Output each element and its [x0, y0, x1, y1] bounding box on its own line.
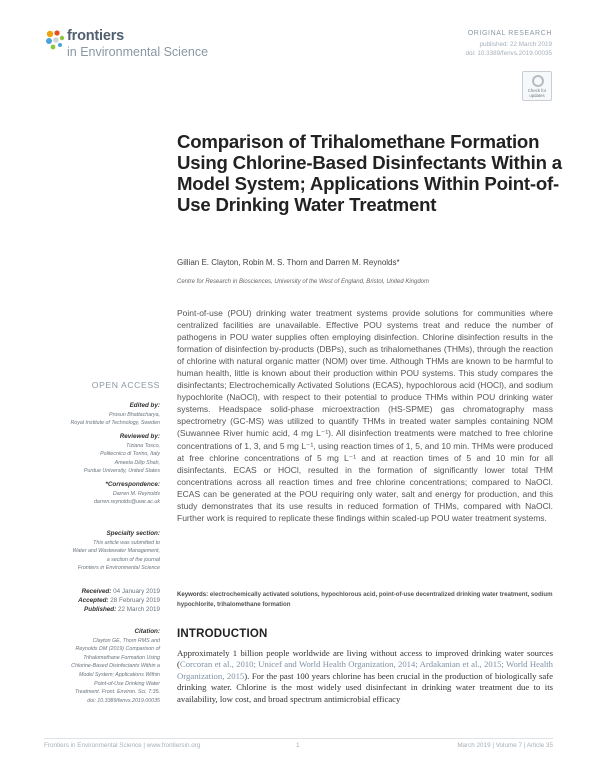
published-value: 22 March 2019 [117, 606, 160, 613]
author-list: Gillian E. Clayton, Robin M. S. Thorn and Darren M. Reynolds* [177, 258, 400, 267]
reviewer-affiliation: Purdue University, United States [83, 468, 160, 475]
publisher-name: frontiers [67, 28, 125, 44]
citation-doi-link[interactable]: doi: 10.3389/fenvs.2019.00035 [87, 697, 160, 704]
frontiers-logo-icon [44, 29, 66, 51]
journal-logo [44, 27, 224, 63]
intro-citation-link[interactable]: Corcoran et al., 2010; Unicef and World Health Organization, 2014; Ardakanian et al., 2015; World Health Organization, 2015 [177, 659, 553, 681]
article-title: Comparison of Trihalomethane Formation Using Chlorine-Based Disinfectants Within a Model System; Applications Within Point-of-Use Drinking Water Treatment [177, 131, 562, 215]
published-date: published: 22 March 2019 [479, 41, 552, 48]
citation-line: Reynolds DM (2019) Comparison of [75, 646, 160, 653]
edited-by [30, 402, 160, 428]
doi-link[interactable]: doi: 10.3389/fenvs.2019.00035 [465, 50, 552, 57]
keywords [177, 590, 553, 610]
accepted-label: Accepted: [78, 597, 109, 604]
citation-line: Model System; Applications Within [78, 671, 160, 678]
intro-text-start: Approximately 1 billion people worldwide are living without access to improved drinking water sources ( [177, 648, 553, 670]
accepted-value: 28 February 2019 [110, 597, 160, 604]
abstract: Point-of-use (POU) drinking water treatment systems provide solutions for communities where centralized facilities are unavailable. Effective POU systems treat and reduce the number of pathogens in POU water supplies often employing disinfection. Chlorine disinfection results in the formation of disinfection by-products (DBPs), such as trihalomethanes (THMs), through the reaction of chlorine with natural organic matter (NOM) over time. Although THMs are known to be harmful to human health, little is known about their production within POU systems. This study compares the disinfectants; Electrochemically Activated Solutions (ECAS), hypochlorous acid (HOCl), and sodium hypochlorite (NaOCl), with respect to their potential to produce THMs within POU drinking water systems. Headspace solid-phase microextraction (HS-SPME) gas chromatography mass spectrometry (GC-MS) was utilized to quantify THMs in treated water samples containing NOM (Suwannee River humic acid, 4 mg L⁻¹). All disinfection treatments were matched to free chlorine concentrations of 1, 3, and 5 mg L⁻¹, using reaction times of 1, 5, and 10 min. THMs were produced at free chlorine concentrations of 5 mg L⁻¹ and at reaction times of 5 and 10 min for all disinfectants. ECAS or HOCl, resulted in the formation of significantly lower total THM concentrations across all reaction times and free chlorine concentrations; compared to NaOCl. ECAS can be generated at the POU requiring only water, salt and energy for production, and this study demonstrates that its use results in reduced formation of THMs, compared with NaOCl. Further work is required to replicate these findings within scaled-up POU water treatment systems. [177, 308, 553, 523]
editor-affiliation: Royal Institute of Technology, Sweden [70, 420, 160, 427]
citation [30, 628, 160, 705]
open-access-badge: OPEN ACCESS [91, 380, 160, 390]
accepted-date [30, 597, 160, 605]
reviewer-affiliation: Politecnico di Torino, Italy [100, 451, 160, 458]
received-value: 04 January 2019 [113, 588, 160, 595]
specialty-line: a section of the journal [106, 556, 160, 563]
citation-line: Clayton GE, Thorn RMS and [92, 637, 160, 644]
journal-name: in Environmental Science [67, 45, 209, 59]
keywords-text: electrochemically activated solutions, hypochlorous acid, point-of-use decentralized drinking water treatment, sodium hypochlorite, trihalomethane formation [177, 591, 553, 608]
received-date [30, 588, 160, 596]
correspondence-email[interactable]: darren.reynolds@uwe.ac.uk [93, 499, 160, 506]
reviewer-name: Ameeta Dilip Shah, [114, 459, 160, 466]
editor-name: Prosun Bhattacharya, [109, 411, 160, 418]
citation-label: Citation: [134, 628, 160, 635]
intro-text-rest: ). For the past 100 years chlorine has been crucial in the production of biologically safe drinking water. Chlorine is the most widely used disinfectant in drinking water treatment due to its availability, low cost, and broad spectrum antimicrobial efficacy [177, 670, 553, 704]
citation-line: Trihalomethane Formation Using [83, 654, 160, 661]
edited-by-label: Edited by: [129, 402, 160, 409]
correspondence [30, 481, 160, 507]
correspondence-name: Darren M. Reynolds [112, 490, 160, 497]
check-updates-button[interactable] [522, 71, 552, 101]
specialty-line: Frontiers in Environmental Science [77, 565, 160, 572]
refresh-icon [532, 75, 544, 87]
check-updates-label: Check for updates [527, 88, 547, 98]
citation-line: Treatment. Front. Environ. Sci. 7:35. [75, 689, 160, 696]
intro-paragraph [177, 648, 553, 708]
footer-volume-info: March 2019 | Volume 7 | Article 35 [457, 742, 553, 749]
correspondence-label: *Correspondence: [105, 481, 160, 488]
keywords-label: Keywords: [177, 591, 209, 598]
specialty-line: This article was submitted to [93, 539, 160, 546]
intro-heading: INTRODUCTION [177, 628, 268, 640]
published-date-side [30, 606, 160, 614]
published-label: Published: [84, 606, 117, 613]
page-number: 1 [296, 742, 300, 749]
reviewed-by-label: Reviewed by: [119, 433, 160, 440]
footer-divider [44, 738, 553, 739]
citation-line: Chlorine-Based Disinfectants Within a [71, 663, 160, 670]
reviewer-name: Tiziana Tosco, [126, 442, 160, 449]
article-type: ORIGINAL RESEARCH [467, 30, 552, 37]
received-label: Received: [81, 588, 112, 595]
affiliation: Centre for Research in Biosciences, University of the West of England, Bristol, United Kingdom [177, 279, 430, 285]
specialty-label: Specialty section: [106, 530, 160, 537]
specialty-line: Water and Wastewater Management, [72, 548, 160, 555]
footer-journal-link[interactable]: Frontiers in Environmental Science | www.frontiersin.org [44, 742, 201, 749]
citation-line: Point-of-Use Drinking Water [94, 680, 160, 687]
reviewed-by [30, 433, 160, 476]
specialty-section [30, 530, 160, 573]
